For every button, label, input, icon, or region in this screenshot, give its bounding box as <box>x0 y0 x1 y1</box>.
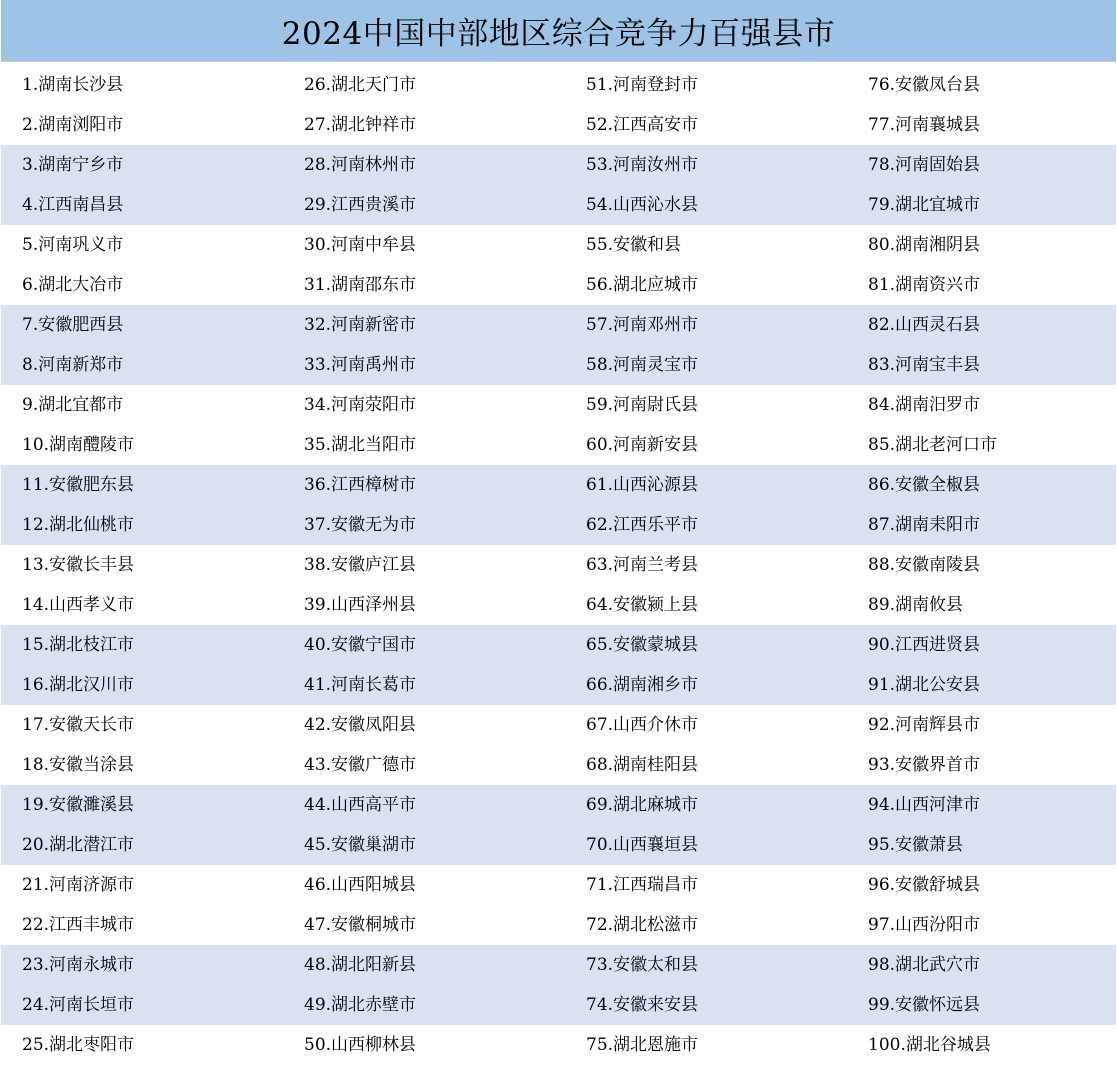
county-entry: 25.湖北枣阳市 <box>22 1035 135 1055</box>
county-entry: 39.山西泽州县 <box>304 595 417 615</box>
county-entry: 47.安徽桐城市 <box>304 915 417 935</box>
county-entry: 28.河南林州市 <box>304 155 417 175</box>
county-entry: 70.山西襄垣县 <box>586 835 699 855</box>
county-entry: 84.湖南汨罗市 <box>868 395 981 415</box>
page-title: 2024中国中部地区综合竞争力百强县市 <box>281 16 836 52</box>
county-entry: 2.湖南浏阳市 <box>22 115 124 135</box>
county-entry: 44.山西高平市 <box>304 795 417 815</box>
table-row <box>1 185 1116 225</box>
county-entry: 58.河南灵宝市 <box>586 355 699 375</box>
county-entry: 10.湖南醴陵市 <box>22 435 135 455</box>
county-entry: 68.湖南桂阳县 <box>586 755 699 775</box>
county-entry: 76.安徽凤台县 <box>868 75 981 95</box>
county-entry: 83.河南宝丰县 <box>868 355 981 375</box>
county-entry: 9.湖北宜都市 <box>22 395 124 415</box>
table-row <box>1 465 1116 505</box>
county-entry: 66.湖南湘乡市 <box>586 675 699 695</box>
county-entry: 15.湖北枝江市 <box>22 635 135 655</box>
table-row <box>1 585 1116 625</box>
table-row <box>1 105 1116 145</box>
table-row <box>1 625 1116 665</box>
title-bar <box>1 0 1116 62</box>
county-entry: 48.湖北阳新县 <box>304 955 417 975</box>
county-entry: 49.湖北赤壁市 <box>304 995 417 1015</box>
table-row <box>1 665 1116 705</box>
table-row <box>1 345 1116 385</box>
county-entry: 96.安徽舒城县 <box>868 875 981 895</box>
county-entry: 40.安徽宁国市 <box>304 635 417 655</box>
county-entry: 37.安徽无为市 <box>304 515 417 535</box>
county-entry: 52.江西高安市 <box>586 115 699 135</box>
county-entry: 89.湖南攸县 <box>868 595 964 615</box>
county-entry: 43.安徽广德市 <box>304 755 417 775</box>
county-entry: 60.河南新安县 <box>586 435 699 455</box>
county-entry: 6.湖北大冶市 <box>22 275 124 295</box>
county-entry: 18.安徽当涂县 <box>22 755 135 775</box>
county-entry: 16.湖北汉川市 <box>22 675 135 695</box>
table-row <box>1 1025 1116 1065</box>
county-entry: 59.河南尉氏县 <box>586 395 699 415</box>
county-entry: 36.江西樟树市 <box>304 475 417 495</box>
county-entry: 42.安徽凤阳县 <box>304 715 417 735</box>
county-entry: 86.安徽全椒县 <box>868 475 981 495</box>
county-entry: 45.安徽巢湖市 <box>304 835 417 855</box>
table-row <box>1 705 1116 745</box>
county-entry: 64.安徽颍上县 <box>586 595 699 615</box>
county-entry: 38.安徽庐江县 <box>304 555 417 575</box>
ranking-table <box>1 65 1116 1065</box>
table-row <box>1 985 1116 1025</box>
county-entry: 93.安徽界首市 <box>868 755 981 775</box>
county-entry: 92.河南辉县市 <box>868 715 981 735</box>
county-entry: 100.湖北谷城县 <box>868 1035 991 1055</box>
county-entry: 27.湖北钟祥市 <box>304 115 417 135</box>
county-entry: 20.湖北潜江市 <box>22 835 135 855</box>
county-entry: 17.安徽天长市 <box>22 715 135 735</box>
county-entry: 88.安徽南陵县 <box>868 555 981 575</box>
county-entry: 54.山西沁水县 <box>586 195 699 215</box>
county-entry: 19.安徽濉溪县 <box>22 795 135 815</box>
table-row <box>1 785 1116 825</box>
county-entry: 33.河南禹州市 <box>304 355 417 375</box>
county-entry: 5.河南巩义市 <box>22 235 124 255</box>
table-row <box>1 385 1116 425</box>
county-entry: 23.河南永城市 <box>22 955 135 975</box>
county-entry: 75.湖北恩施市 <box>586 1035 699 1055</box>
county-entry: 4.江西南昌县 <box>22 195 124 215</box>
table-row <box>1 825 1116 865</box>
table-row <box>1 545 1116 585</box>
table-row <box>1 905 1116 945</box>
county-entry: 73.安徽太和县 <box>586 955 699 975</box>
county-entry: 13.安徽长丰县 <box>22 555 135 575</box>
county-entry: 57.河南邓州市 <box>586 315 699 335</box>
table-row <box>1 145 1116 185</box>
county-entry: 71.江西瑞昌市 <box>586 875 699 895</box>
table-row <box>1 505 1116 545</box>
county-entry: 29.江西贵溪市 <box>304 195 417 215</box>
county-entry: 12.湖北仙桃市 <box>22 515 135 535</box>
table-row <box>1 425 1116 465</box>
county-entry: 35.湖北当阳市 <box>304 435 417 455</box>
county-entry: 32.河南新密市 <box>304 315 417 335</box>
county-entry: 82.山西灵石县 <box>868 315 981 335</box>
county-entry: 55.安徽和县 <box>586 235 682 255</box>
county-entry: 53.河南汝州市 <box>586 155 699 175</box>
county-entry: 1.湖南长沙县 <box>22 75 124 95</box>
county-entry: 90.江西进贤县 <box>868 635 981 655</box>
county-entry: 72.湖北松滋市 <box>586 915 699 935</box>
county-entry: 99.安徽怀远县 <box>868 995 981 1015</box>
county-entry: 50.山西柳林县 <box>304 1035 417 1055</box>
county-entry: 46.山西阳城县 <box>304 875 417 895</box>
county-entry: 80.湖南湘阴县 <box>868 235 981 255</box>
county-entry: 69.湖北麻城市 <box>586 795 699 815</box>
county-entry: 56.湖北应城市 <box>586 275 699 295</box>
table-row <box>1 265 1116 305</box>
county-entry: 79.湖北宜城市 <box>868 195 981 215</box>
county-entry: 31.湖南邵东市 <box>304 275 417 295</box>
county-entry: 61.山西沁源县 <box>586 475 699 495</box>
county-entry: 81.湖南资兴市 <box>868 275 981 295</box>
table-row <box>1 225 1116 265</box>
county-entry: 65.安徽蒙城县 <box>586 635 699 655</box>
table-row <box>1 945 1116 985</box>
county-entry: 87.湖南耒阳市 <box>868 515 981 535</box>
county-entry: 30.河南中牟县 <box>304 235 417 255</box>
county-entry: 51.河南登封市 <box>586 75 699 95</box>
county-entry: 14.山西孝义市 <box>22 595 135 615</box>
county-entry: 24.河南长垣市 <box>22 995 135 1015</box>
county-entry: 78.河南固始县 <box>868 155 981 175</box>
county-entry: 3.湖南宁乡市 <box>22 155 124 175</box>
county-entry: 97.山西汾阳市 <box>868 915 981 935</box>
table-row <box>1 745 1116 785</box>
county-entry: 67.山西介休市 <box>586 715 699 735</box>
county-entry: 98.湖北武穴市 <box>868 955 981 975</box>
county-entry: 95.安徽萧县 <box>868 835 964 855</box>
table-row <box>1 305 1116 345</box>
county-entry: 22.江西丰城市 <box>22 915 135 935</box>
county-entry: 26.湖北天门市 <box>304 75 417 95</box>
county-entry: 77.河南襄城县 <box>868 115 981 135</box>
county-entry: 94.山西河津市 <box>868 795 981 815</box>
county-entry: 41.河南长葛市 <box>304 675 417 695</box>
county-entry: 62.江西乐平市 <box>586 515 699 535</box>
county-entry: 91.湖北公安县 <box>868 675 981 695</box>
table-row <box>1 65 1116 105</box>
county-entry: 11.安徽肥东县 <box>22 475 135 495</box>
county-entry: 7.安徽肥西县 <box>22 315 124 335</box>
county-entry: 74.安徽来安县 <box>586 995 699 1015</box>
county-entry: 34.河南荥阳市 <box>304 395 417 415</box>
table-row <box>1 865 1116 905</box>
county-entry: 8.河南新郑市 <box>22 355 124 375</box>
county-entry: 21.河南济源市 <box>22 875 135 895</box>
county-entry: 63.河南兰考县 <box>586 555 699 575</box>
county-entry: 85.湖北老河口市 <box>868 435 998 455</box>
